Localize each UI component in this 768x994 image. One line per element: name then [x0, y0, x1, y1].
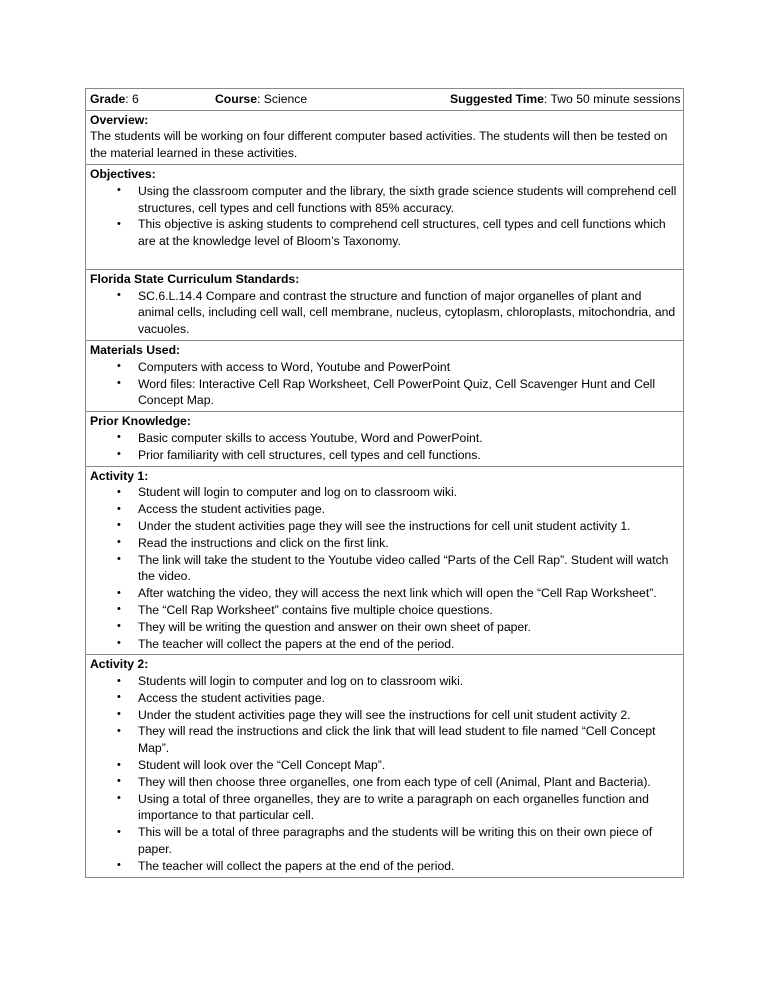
section-title-text: Materials Used [90, 342, 177, 357]
section-title-text: Florida State Curriculum Standards [90, 271, 296, 286]
bullet-list-florida-state-curriculum-standards [90, 288, 679, 338]
grade-label: Grade [90, 92, 126, 106]
lesson-plan-table [85, 88, 684, 878]
bullet-list-activity-2 [90, 673, 679, 875]
section-title-suffix: : [144, 657, 149, 672]
section-cell-objectives [86, 164, 684, 269]
section-cell-overview [86, 110, 684, 164]
list-item: • This will be a total of three paragraphs and the students will be writing this on their own piece of paper. [90, 824, 679, 858]
section-title-text: Objectives [90, 166, 152, 181]
bullet-list-objectives [90, 183, 679, 250]
list-item: • Prior familiarity with cell structures, cell types and cell functions. [90, 447, 679, 464]
table-row [86, 412, 684, 466]
list-item: • Computers with access to Word, Youtube and PowerPoint [90, 359, 679, 376]
section-title-florida-state-curriculum-standards [90, 271, 679, 288]
section-title-activity-2 [90, 656, 679, 673]
header-grade [90, 91, 215, 108]
list-item: • Word files: Interactive Cell Rap Worksheet, Cell PowerPoint Quiz, Cell Scavenger Hunt and Cell Concept Map. [90, 376, 679, 410]
table-row [86, 340, 684, 411]
list-item: • This objective is asking students to comprehend cell structures, cell types and cell functions which are at the knowledge level of Bloom’s Taxonomy. [90, 216, 679, 250]
course-label: Course [215, 92, 257, 106]
course-value: : Science [257, 92, 308, 106]
table-row [86, 655, 684, 877]
list-item: • After watching the video, they will access the next link which will open the “Cell Rap Worksheet”. [90, 585, 679, 602]
section-title-prior-knowledge [90, 413, 679, 430]
list-item: • SC.6.L.14.4 Compare and contrast the structure and function of major organelles of plant and animal cells, including cell wall, cell membrane, nucleus, cytoplasm, chloroplasts, mitochondria, and vacuoles. [90, 288, 679, 338]
grade-value: : 6 [125, 92, 139, 106]
section-cell-activity-1 [86, 466, 684, 655]
list-item: • Under the student activities page they will see the instructions for cell unit student activity 1. [90, 518, 679, 535]
lesson-plan-sections [86, 110, 684, 877]
section-title-overview [90, 112, 679, 129]
table-row [86, 164, 684, 269]
section-title-materials-used [90, 342, 679, 359]
list-item: • Using a total of three organelles, they are to write a paragraph on each organelles function and importance to that particular cell. [90, 791, 679, 825]
section-title-text: Overview [90, 112, 145, 127]
section-title-suffix: : [144, 468, 149, 483]
section-paragraph-overview: The students will be working on four different computer based activities. The students will then be tested on the material learned in these activities. [90, 129, 668, 161]
header-suggested-time [450, 91, 681, 108]
bullet-list-prior-knowledge [90, 430, 679, 464]
section-title-suffix: : [295, 271, 300, 286]
section-title-suffix: : [144, 112, 149, 127]
table-row-header [86, 89, 684, 111]
list-item: • Using the classroom computer and the library, the sixth grade science students will comprehend cell structures, cell types and cell functions with 85% accuracy. [90, 183, 679, 217]
section-trailing-blank-line [90, 250, 679, 267]
suggested-time-label: Suggested Time [450, 92, 544, 106]
list-item: • The link will take the student to the Youtube video called “Parts of the Cell Rap”. Student will watch the video. [90, 552, 679, 586]
list-item: • Under the student activities page they will see the instructions for cell unit student activity 2. [90, 707, 679, 724]
section-title-text: Prior Knowledge [90, 414, 187, 429]
section-title-text: Activity 2 [90, 657, 145, 672]
section-title-suffix: : [176, 342, 181, 357]
table-row [86, 269, 684, 340]
list-item: • Student will look over the “Cell Concept Map”. [90, 757, 679, 774]
table-row [86, 466, 684, 655]
section-cell-florida-state-curriculum-standards [86, 269, 684, 340]
section-title-activity-1 [90, 468, 679, 485]
section-title-objectives [90, 166, 679, 183]
bullet-list-materials-used [90, 359, 679, 409]
list-item: • They will be writing the question and answer on their own sheet of paper. [90, 619, 679, 636]
list-item: • Read the instructions and click on the first link. [90, 535, 679, 552]
list-item: • Students will login to computer and log on to classroom wiki. [90, 673, 679, 690]
list-item: • They will read the instructions and click the link that will lead student to file named “Cell Concept Map”. [90, 723, 679, 757]
section-cell-materials-used [86, 340, 684, 411]
list-item: • Access the student activities page. [90, 501, 679, 518]
lesson-plan-table-body [86, 89, 684, 111]
header-cell [86, 89, 684, 111]
list-item: • The teacher will collect the papers at the end of the period. [90, 636, 679, 653]
list-item: • The “Cell Rap Worksheet” contains five multiple choice questions. [90, 602, 679, 619]
list-item: • The teacher will collect the papers at the end of the period. [90, 858, 679, 875]
table-row [86, 110, 684, 164]
list-item: • Student will login to computer and log on to classroom wiki. [90, 484, 679, 501]
suggested-time-value: : Two 50 minute sessions [543, 92, 681, 106]
section-cell-activity-2 [86, 655, 684, 877]
header-course [215, 91, 450, 108]
section-title-suffix: : [186, 414, 191, 429]
list-item: • They will then choose three organelles, one from each type of cell (Animal, Plant and Bacteria). [90, 774, 679, 791]
section-title-text: Activity 1 [90, 468, 145, 483]
bullet-list-activity-1 [90, 484, 679, 652]
list-item: • Basic computer skills to access Youtube, Word and PowerPoint. [90, 430, 679, 447]
header-line [90, 91, 679, 108]
section-cell-prior-knowledge [86, 412, 684, 466]
list-item: • Access the student activities page. [90, 690, 679, 707]
section-title-suffix: : [151, 166, 156, 181]
